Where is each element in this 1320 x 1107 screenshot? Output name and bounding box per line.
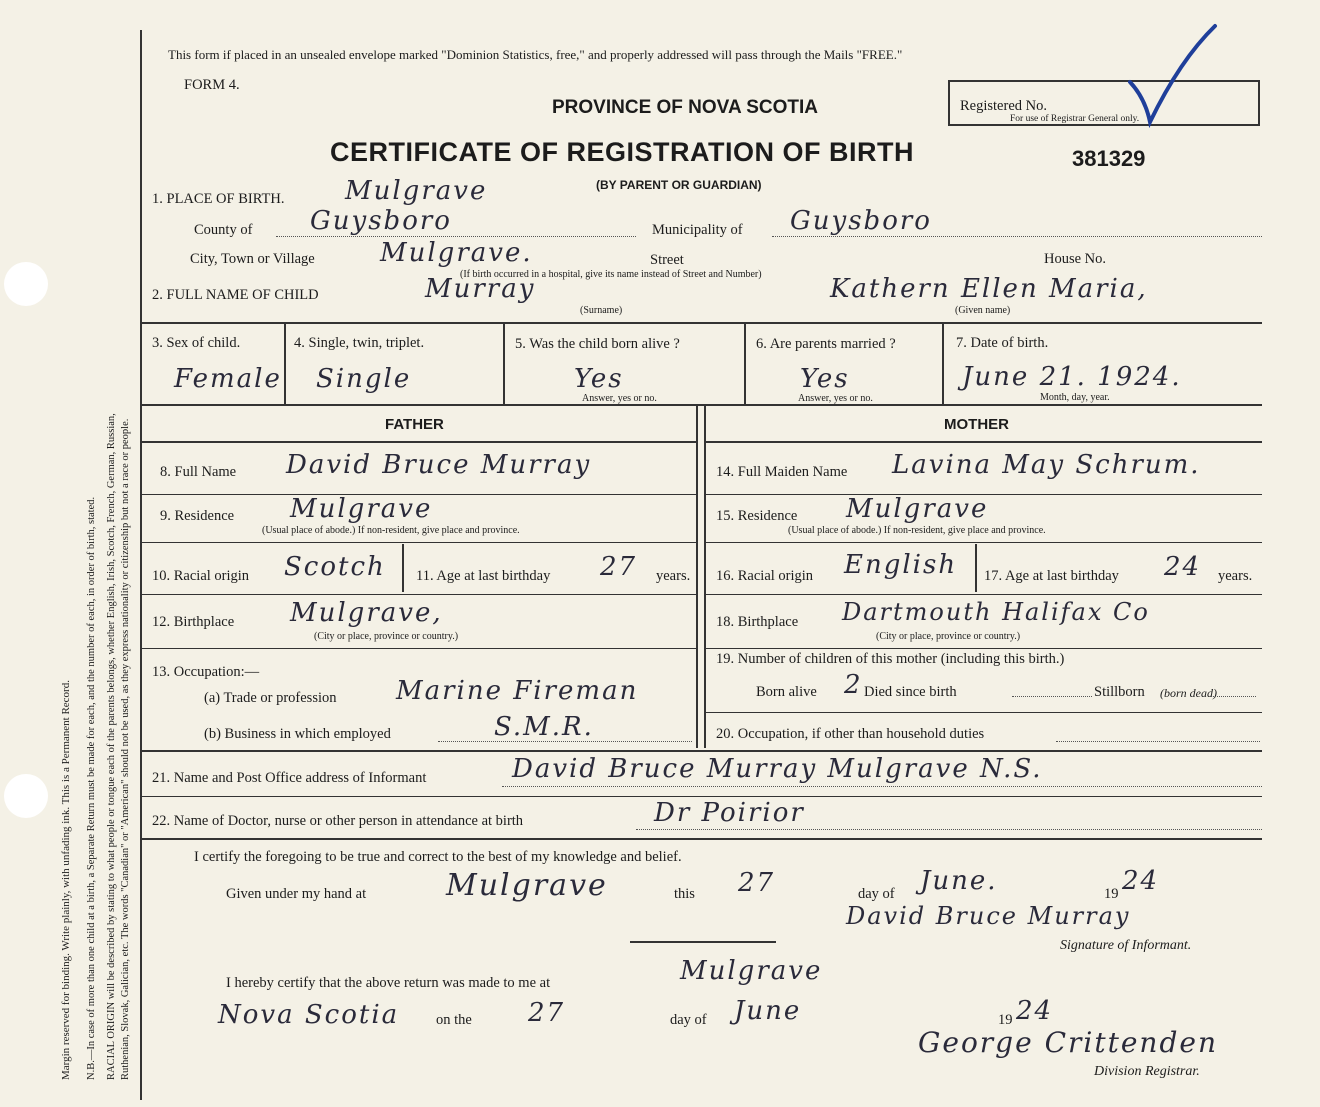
father-birthplace-value: Mulgrave, [290, 598, 443, 628]
father-racial-divider [402, 544, 404, 592]
margin-note-racial-origin-cont: Ruthenian, Slovak, Galician, etc. The words "Canadian" or "American" should not be used, as they express nationality or citizenship but not a race or people. [120, 418, 131, 1080]
house-no-label: House No. [1044, 251, 1107, 267]
father-place-note: (City or place, province or country.) [314, 631, 459, 642]
municipality-line [772, 236, 1262, 237]
mother-name-value: Lavina May Schrum. [892, 450, 1201, 480]
rule-top-grid [142, 322, 1262, 324]
rule-22 [142, 796, 1262, 797]
place-of-birth-value: Mulgrave [345, 176, 488, 206]
occupation-label: 13. Occupation:— [152, 664, 260, 680]
alive-label: 5. Was the child born alive ? [515, 336, 680, 352]
alive-note: Answer, yes or no. [582, 393, 657, 404]
sex-label: 3. Sex of child. [152, 335, 241, 351]
father-residence-value: Mulgrave [290, 494, 433, 524]
mother-abode-note: (Usual place of abode.) If non-resident, give place and province. [788, 525, 1046, 536]
father-years-label: years. [656, 568, 691, 584]
mother-name-label: 14. Full Maiden Name [716, 464, 848, 480]
business-value: S.M.R. [494, 712, 594, 742]
mother-age-label: 17. Age at last birthday [984, 568, 1119, 584]
trade-label: (a) Trade or profession [204, 690, 337, 706]
registration-number: 381329 [1072, 146, 1146, 171]
married-note: Answer, yes or no. [798, 393, 873, 404]
informant-value: David Bruce Murray Mulgrave N.S. [512, 754, 1043, 784]
rule-m-4 [706, 648, 1262, 649]
certificate-title: CERTIFICATE OF REGISTRATION OF BIRTH [330, 137, 914, 167]
father-heading: FATHER [385, 416, 444, 433]
mother-residence-value: Mulgrave [846, 494, 989, 524]
born-alive-value: 2 [844, 670, 863, 700]
father-racial-value: Scotch [284, 552, 386, 582]
dob-note: Month, day, year. [1040, 392, 1110, 403]
informant-signature-label: Signature of Informant. [1060, 938, 1192, 953]
grid-divider-4 [942, 324, 944, 404]
rule-certify [142, 838, 1262, 840]
father-age-label: 11. Age at last birthday [416, 568, 551, 584]
place-of-birth-label: 1. PLACE OF BIRTH. [152, 191, 285, 207]
dob-label: 7. Date of birth. [956, 335, 1049, 351]
county-value: Guysboro [310, 206, 452, 236]
surname-note: (Surname) [580, 305, 623, 316]
rule-separator [630, 941, 776, 943]
single-value: Single [316, 364, 412, 394]
mother-residence-label: 15. Residence [716, 508, 798, 524]
binding-hole-top [4, 262, 48, 306]
doctor-label: 22. Name of Doctor, nurse or other person in attendance at birth [152, 813, 524, 829]
born-dead-note: (born dead) [1160, 686, 1217, 700]
rule-m-5 [706, 712, 1262, 713]
mother-birthplace-label: 18. Birthplace [716, 614, 799, 630]
certificate-subtitle: (BY PARENT OR GUARDIAN) [596, 178, 762, 192]
died-since-line [1012, 696, 1092, 697]
informant-label: 21. Name and Post Office address of Informant [152, 770, 427, 786]
municipality-value: Guysboro [790, 206, 932, 236]
doctor-line [636, 829, 1262, 830]
given-year-prefix: 19 [1104, 886, 1119, 902]
parents-divider-a [696, 406, 698, 748]
margin-note-multiple-births: N.B.—In case of more than one child at a birth, a Separate Return must be made for each, and the number of each, in order of birth, stated. [86, 496, 97, 1080]
margin-rule [140, 30, 142, 1100]
rule-under-headings-right [706, 441, 1262, 443]
sex-value: Female [174, 364, 282, 394]
father-racial-label: 10. Racial origin [152, 568, 250, 584]
rule-under-headings-left [142, 441, 696, 443]
trade-value: Marine Fireman [396, 676, 639, 706]
made-day-of-label: day of [670, 1012, 707, 1028]
rule-m-3 [706, 594, 1262, 595]
postal-note: This form if placed in an unsealed envelope marked "Dominion Statistics, free," and properly addressed will pass through the Mails "FREE." [168, 47, 903, 62]
margin-note-binding: Margin reserved for binding. Write plainly, with unfading ink. This is a Permanent Record. [60, 680, 72, 1080]
rule-m-2 [706, 542, 1262, 543]
stillborn-label: Stillborn [1094, 684, 1145, 700]
rule-f-3 [142, 594, 696, 595]
street-label: Street [650, 252, 684, 268]
mother-occupation-line [1056, 741, 1260, 742]
made-province-value: Nova Scotia [218, 1000, 400, 1030]
made-day-value: 27 [528, 998, 566, 1028]
city-value: Mulgrave. [380, 238, 533, 268]
father-age-value: 27 [600, 552, 638, 582]
rule-f-2 [142, 542, 696, 543]
made-on-the-label: on the [436, 1012, 472, 1028]
mother-heading: MOTHER [944, 416, 1009, 433]
check-mark-icon [1110, 20, 1230, 130]
dob-value: June 21. 1924. [962, 362, 1182, 392]
city-label: City, Town or Village [190, 251, 315, 267]
father-birthplace-label: 12. Birthplace [152, 614, 235, 630]
father-abode-note: (Usual place of abode.) If non-resident, give place and province. [262, 525, 520, 536]
registered-label: Registered No. [960, 98, 1047, 114]
mother-age-value: 24 [1164, 552, 1202, 582]
county-line [276, 236, 636, 237]
given-day-of-label: day of [858, 886, 895, 902]
stillborn-line [1210, 696, 1256, 697]
rule-f-4 [142, 648, 696, 649]
made-month-value: June [734, 996, 802, 1026]
alive-value: Yes [574, 364, 624, 394]
division-registrar-label: Division Registrar. [1094, 1064, 1200, 1079]
hereby-label: I hereby certify that the above return was made to me at [226, 975, 551, 991]
grid-divider-1 [284, 324, 286, 404]
doctor-value: Dr Poirior [654, 798, 805, 828]
given-name-note: (Given name) [955, 305, 1011, 316]
single-label: 4. Single, twin, triplet. [294, 335, 425, 351]
mother-racial-divider [975, 544, 977, 592]
father-name-value: David Bruce Murray [286, 450, 592, 480]
grid-divider-2 [503, 324, 505, 404]
province-heading: PROVINCE OF NOVA SCOTIA [552, 97, 819, 118]
mother-birthplace-value: Dartmouth Halifax Co [842, 598, 1150, 626]
rule-21 [142, 750, 1262, 752]
born-alive-label: Born alive [756, 684, 817, 700]
business-label: (b) Business in which employed [204, 726, 391, 742]
children-label: 19. Number of children of this mother (including this birth.) [716, 651, 1065, 667]
child-surname-value: Murray [425, 274, 536, 304]
registrar-signature: George Crittenden [918, 1026, 1218, 1059]
informant-line [502, 786, 1262, 787]
informant-signature: David Bruce Murray [846, 902, 1131, 930]
given-at-value: Mulgrave [446, 868, 608, 903]
father-residence-label: 9. Residence [160, 508, 235, 524]
binding-hole-bottom [4, 774, 48, 818]
married-value: Yes [800, 364, 850, 394]
rule-parents [142, 404, 1262, 406]
certify-statement: I certify the foregoing to be true and correct to the best of my knowledge and belief. [194, 849, 682, 865]
county-label: County of [194, 222, 253, 238]
given-this-label: this [674, 886, 695, 902]
hospital-note: (If birth occurred in a hospital, give its name instead of Street and Number) [460, 269, 762, 280]
made-year-value: 24 [1016, 996, 1054, 1026]
mother-racial-value: English [844, 550, 958, 580]
died-since-label: Died since birth [864, 684, 957, 700]
child-given-name-value: Kathern Ellen Maria, [830, 274, 1148, 304]
given-year-value: 24 [1122, 866, 1160, 896]
made-year-prefix: 19 [998, 1012, 1013, 1028]
form-number: FORM 4. [184, 77, 240, 93]
mother-place-note: (City or place, province or country.) [876, 631, 1021, 642]
made-at-value: Mulgrave [680, 956, 823, 986]
child-name-label: 2. FULL NAME OF CHILD [152, 287, 319, 303]
registrar-note: For use of Registrar General only. [1010, 114, 1140, 124]
municipality-label: Municipality of [652, 222, 743, 238]
father-name-label: 8. Full Name [160, 464, 237, 480]
mother-years-label: years. [1218, 568, 1253, 584]
mother-occupation-label: 20. Occupation, if other than household duties [716, 726, 985, 742]
married-label: 6. Are parents married ? [756, 336, 896, 352]
mother-racial-label: 16. Racial origin [716, 568, 814, 584]
given-hand-label: Given under my hand at [226, 886, 367, 902]
parents-divider-b [704, 406, 706, 748]
margin-note-racial-origin: RACIAL ORIGIN will be described by stating to what people or tongue each of the parents belongs, whether English, Irish, Scotch, French, German, Russian, [106, 413, 117, 1080]
given-day-value: 27 [738, 868, 776, 898]
given-month-value: June. [920, 866, 998, 896]
grid-divider-3 [744, 324, 746, 404]
